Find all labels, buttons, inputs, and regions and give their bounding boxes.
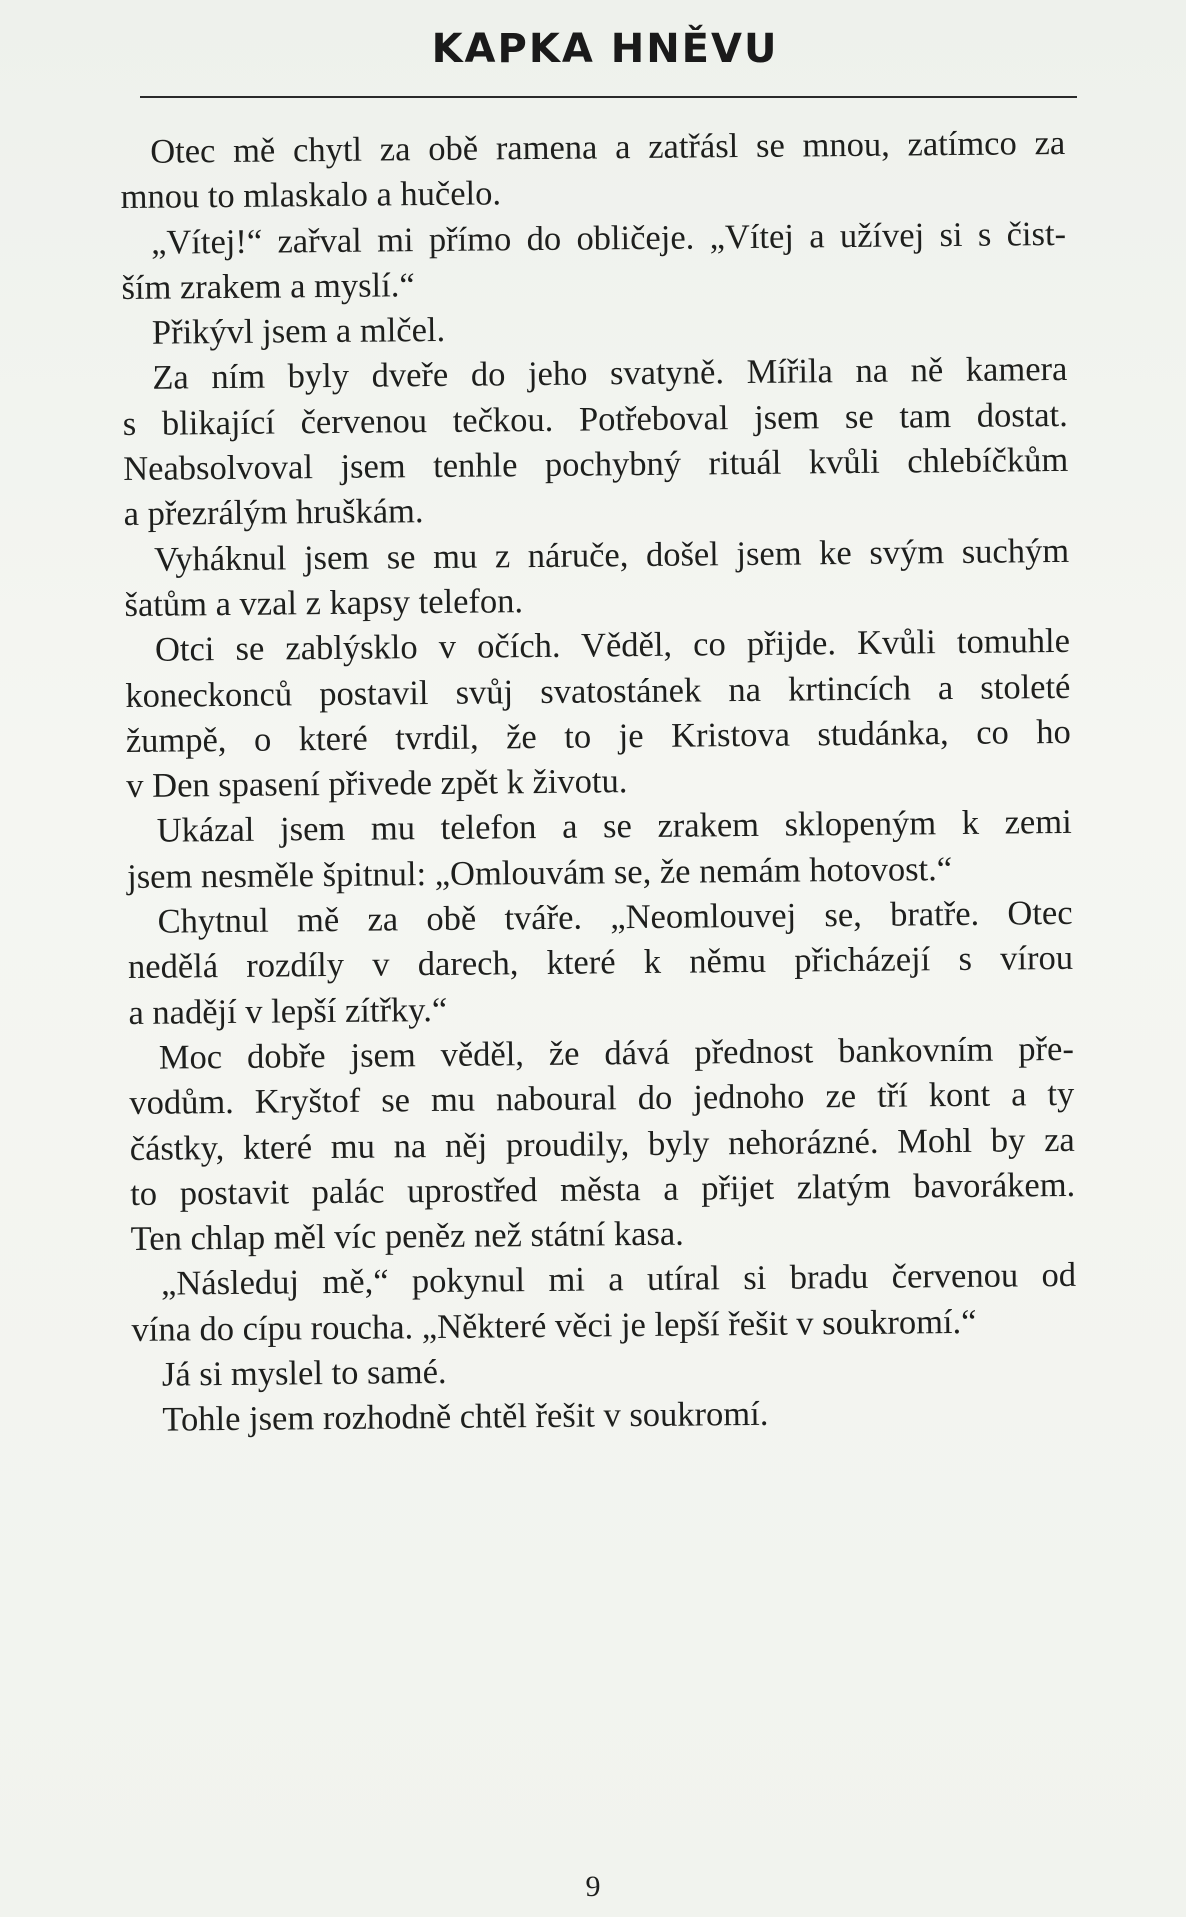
paragraph [125, 619, 1072, 809]
text-line: jsem nesměle špitnul: „Omlouvám se, že nemám hotovost.“ [126, 849, 953, 896]
text-line: „Vítej!“ zařval mi přímo do obličeje. „Vítej a užívej si s čist- [150, 214, 1067, 262]
text-line: částky, které mu na něj proudily, byly nehorázné. Mohl by za [129, 1120, 1075, 1168]
text-line: žumpě, o které tvrdil, že to je Kristova studánka, co ho [125, 712, 1072, 760]
text-line: Ukázal jsem mu telefon a se zrakem sklopeným k zemi [156, 803, 1072, 851]
text-line: mnou to mlaskalo a hučelo. [120, 174, 502, 217]
paragraph [131, 1253, 1077, 1353]
header-rule [140, 96, 1077, 98]
text-line: nedělá rozdíly v darech, které k němu přicházejí s vírou [127, 939, 1074, 987]
text-line: v Den spasení přivede zpět k životu. [126, 762, 628, 806]
text-line: ším zrakem a myslí.“ [121, 266, 415, 307]
body-text [120, 121, 1078, 1444]
text-line: vína do cípu roucha. „Některé věci je lepší řešit v soukromí.“ [131, 1302, 977, 1349]
paragraph [129, 1027, 1076, 1263]
paragraph [120, 121, 1066, 221]
paragraph [124, 529, 1070, 629]
text-line: Neabsolvoval jsem tenhle pochybný rituál kvůli chlebíčkům [123, 440, 1069, 489]
text-line: Moc dobře jsem věděl, že dává přednost bankovním pře- [158, 1029, 1075, 1077]
paragraph [122, 347, 1069, 537]
text-line: to postavit palác uprostřed města a přijet zlatým bavorákem. [130, 1165, 1076, 1213]
text-line: Za ním byly dveře do jeho svatyně. Mířila na ně kamera [152, 350, 1068, 398]
text-line: Vyháknul jsem se mu z náruče, došel jsem ke svým suchým [153, 531, 1070, 579]
text-line: Otci se zablýsklo v očích. Věděl, co přijde. Kvůli tomuhle [154, 622, 1071, 669]
paragraph [132, 1389, 1077, 1443]
text-line: Přikývl jsem a mlčel. [151, 311, 446, 352]
text-line: s blikající červenou tečkou. Potřeboval jsem se tam dostat. [122, 395, 1068, 443]
text-line: šatům a vzal z kapsy telefon. [124, 582, 524, 624]
text-line: a přezrálým hruškám. [123, 492, 424, 534]
text-line: vodům. Kryštof se mu naboural do jednoho ze tří kont a ty [129, 1075, 1075, 1123]
page-number: 9 [585, 1870, 601, 1903]
text-line: Já si myslel to samé. [161, 1352, 447, 1394]
text-line: „Následuj mě,“ pokynul mi a utíral si bradu červenou od [160, 1256, 1077, 1304]
paragraph [121, 212, 1067, 312]
text-line: Otec mě chytl za obě ramena a zatřásl se mnou, zatímco za [150, 123, 1066, 171]
paragraph [127, 800, 1073, 900]
text-line: a nadějí v lepší zítřky.“ [128, 990, 448, 1032]
text-line: koneckonců postavil svůj svatostánek na krtincích a stoleté [125, 667, 1071, 715]
paragraph [127, 891, 1073, 1036]
text-line: Chytnul mě za obě tváře. „Neomlouvej se, bratře. Otec [157, 893, 1073, 941]
running-head: KAPKA HNĚVU [431, 26, 779, 72]
text-line: Ten chlap měl víc peněz než státní kasa. [130, 1214, 684, 1259]
text-line: Tohle jsem rozhodně chtěl řešit v soukromí. [162, 1395, 769, 1439]
